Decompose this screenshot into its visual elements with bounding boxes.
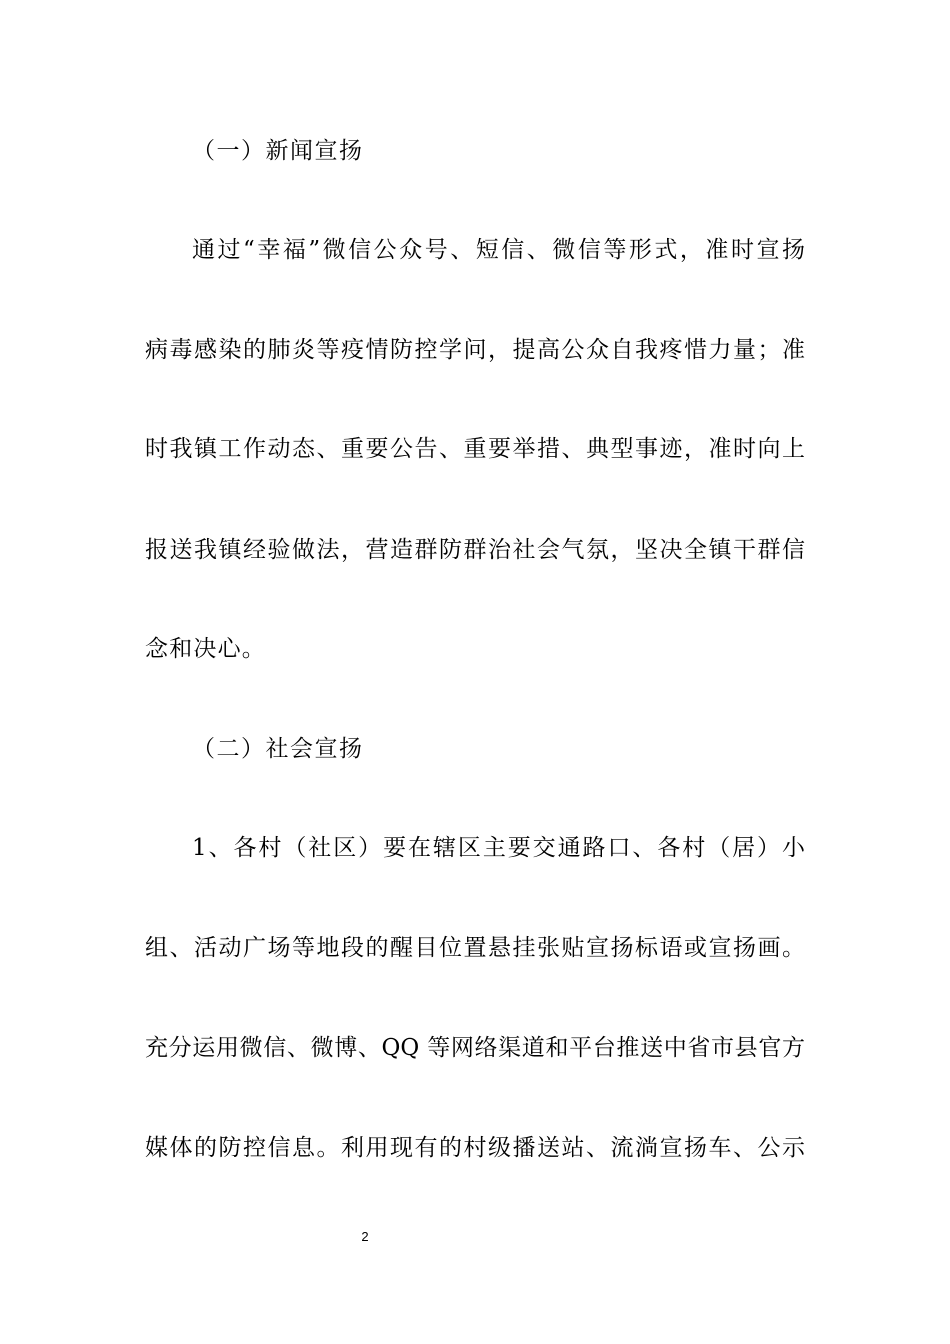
paragraph-line: 时我镇工作动态、重要公告、重要举措、典型事迹，准时向上 xyxy=(145,436,805,462)
paragraph-line: 充分运用微信、微博、QQ 等网络渠道和平台推送中省市县官方 xyxy=(145,1035,805,1061)
page-number: 2 xyxy=(361,1229,369,1244)
section-heading-social: （二）社会宣扬 xyxy=(192,736,364,762)
paragraph-line: 1、各村（社区）要在辖区主要交通路口、各村（居）小 xyxy=(192,835,805,861)
paragraph-line: 通过“幸福”微信公众号、短信、微信等形式，准时宣扬 xyxy=(192,237,805,263)
paragraph-line: 报送我镇经验做法，营造群防群治社会气氛，坚决全镇干群信 xyxy=(145,537,805,563)
paragraph-line: 组、活动广场等地段的醒目位置悬挂张贴宣扬标语或宣扬画。 xyxy=(145,935,805,961)
paragraph-line: 媒体的防控信息。利用现有的村级播送站、流淌宣扬车、公示 xyxy=(145,1135,805,1161)
paragraph-line: 病毒感染的肺炎等疫情防控学问，提高公众自我疼惜力量；准 xyxy=(145,337,805,363)
paragraph-line: 念和决心。 xyxy=(145,636,266,662)
section-heading-news: （一）新闻宣扬 xyxy=(192,138,364,164)
